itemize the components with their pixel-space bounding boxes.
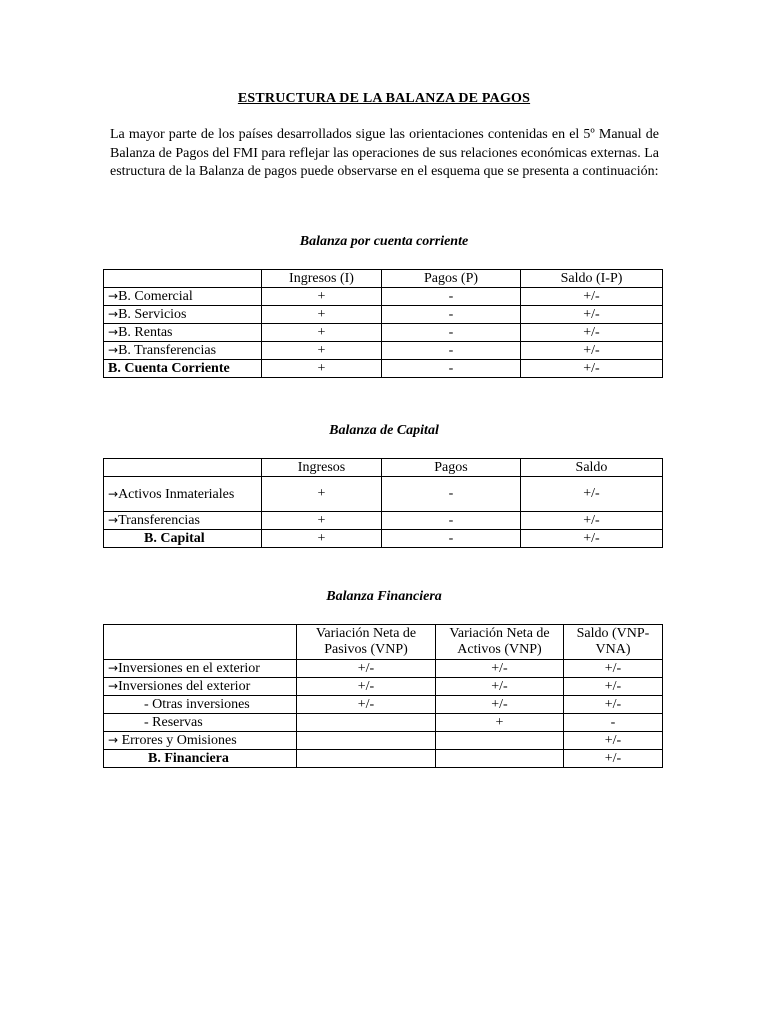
right-arrow-icon: → xyxy=(108,733,119,747)
header-cell: Saldo (I-P) xyxy=(521,270,663,288)
cell-value: +/- xyxy=(521,360,663,378)
right-arrow-icon: → xyxy=(108,661,119,675)
header-cell xyxy=(104,270,262,288)
cell-value: +/- xyxy=(521,306,663,324)
table-cuenta-corriente xyxy=(103,269,663,378)
table-row xyxy=(104,732,663,750)
cell-value: +/- xyxy=(521,288,663,306)
cell-value xyxy=(436,732,564,750)
cell-value: - xyxy=(382,530,521,548)
table-row xyxy=(104,660,663,678)
cell-value: - xyxy=(382,477,521,512)
cell-value: - xyxy=(382,360,521,378)
cell-value: +/- xyxy=(297,660,436,678)
cell-value: +/- xyxy=(521,477,663,512)
table-header-row xyxy=(104,459,663,477)
cell-value: + xyxy=(262,324,382,342)
row-label-text: Activos Inmateriales xyxy=(118,486,235,502)
row-label xyxy=(104,678,297,696)
header-cell: Pagos (P) xyxy=(382,270,521,288)
row-label-text: B. Transferencias xyxy=(118,343,217,358)
section-title-cuenta-corriente: Balanza por cuenta corriente xyxy=(299,234,469,249)
row-label xyxy=(104,477,262,512)
cell-value: +/- xyxy=(436,696,564,714)
cell-value xyxy=(297,750,436,768)
header-cell: Pagos xyxy=(382,459,521,477)
section-title-financiera: Balanza Financiera xyxy=(326,589,442,604)
row-label: B. Capital xyxy=(104,530,262,548)
section-title-capital: Balanza de Capital xyxy=(329,423,439,438)
row-label xyxy=(104,306,262,324)
table-total-row xyxy=(104,750,663,768)
cell-value: +/- xyxy=(521,324,663,342)
right-arrow-icon: → xyxy=(108,679,119,693)
header-cell: Variación Neta de Activos (VNP) xyxy=(436,625,564,660)
table-financiera xyxy=(103,624,663,768)
cell-value: + xyxy=(436,714,564,732)
cell-value: +/- xyxy=(564,750,663,768)
header-cell xyxy=(104,625,297,660)
cell-value xyxy=(297,732,436,750)
row-label xyxy=(104,732,297,750)
right-arrow-icon: → xyxy=(108,513,119,527)
table-row xyxy=(104,342,663,360)
table-row xyxy=(104,678,663,696)
cell-value: +/- xyxy=(521,512,663,530)
cell-value: + xyxy=(262,530,382,548)
cell-value: +/- xyxy=(297,696,436,714)
cell-value: - xyxy=(564,714,663,732)
table-header-row xyxy=(104,270,663,288)
header-cell: Saldo xyxy=(521,459,663,477)
table-row xyxy=(104,288,663,306)
cell-value: - xyxy=(382,324,521,342)
header-cell: Saldo (VNP-VNA) xyxy=(564,625,663,660)
row-label xyxy=(104,660,297,678)
row-label: B. Financiera xyxy=(104,750,297,768)
intro-paragraph: La mayor parte de los países desarrollados sigue las orientaciones contenidas en el 5º Manual de Balanza de Pagos del FMI para reflejar las operaciones de sus relaciones económicas externas. La estructura de la Balanza de pagos puede observarse en el esquema que se presenta a continuación: xyxy=(110,127,659,179)
header-cell: Variación Neta de Pasivos (VNP) xyxy=(297,625,436,660)
right-arrow-icon: → xyxy=(108,343,119,357)
right-arrow-icon: → xyxy=(108,486,119,501)
cell-value: + xyxy=(262,342,382,360)
table-header-row xyxy=(104,625,663,660)
cell-value: - xyxy=(382,288,521,306)
cell-value: +/- xyxy=(436,678,564,696)
header-cell: Ingresos (I) xyxy=(262,270,382,288)
table-total-row xyxy=(104,530,663,548)
document-title: ESTRUCTURA DE LA BALANZA DE PAGOS xyxy=(237,91,531,106)
table-row xyxy=(104,696,663,714)
right-arrow-icon: → xyxy=(108,325,119,339)
row-label xyxy=(104,288,262,306)
row-label xyxy=(104,512,262,530)
table-total-row xyxy=(104,360,663,378)
table-capital xyxy=(103,458,663,548)
row-label xyxy=(104,342,262,360)
cell-value: +/- xyxy=(297,678,436,696)
header-cell: Ingresos xyxy=(262,459,382,477)
cell-value: +/- xyxy=(564,678,663,696)
cell-value: + xyxy=(262,288,382,306)
cell-value xyxy=(297,714,436,732)
cell-value: +/- xyxy=(564,732,663,750)
row-label-text: Errores y Omisiones xyxy=(118,733,237,748)
row-label: B. Cuenta Corriente xyxy=(104,360,262,378)
table-row xyxy=(104,306,663,324)
table-row xyxy=(104,477,663,512)
row-label-text: Inversiones del exterior xyxy=(118,679,251,694)
cell-value: +/- xyxy=(564,660,663,678)
cell-value: + xyxy=(262,477,382,512)
cell-value: +/- xyxy=(521,530,663,548)
table-row xyxy=(104,512,663,530)
header-cell xyxy=(104,459,262,477)
cell-value: +/- xyxy=(436,660,564,678)
right-arrow-icon: → xyxy=(108,307,119,321)
row-label-text: B. Servicios xyxy=(118,307,187,322)
right-arrow-icon: → xyxy=(108,289,119,303)
row-label-text: B. Comercial xyxy=(118,289,193,304)
table-row xyxy=(104,714,663,732)
cell-value: +/- xyxy=(564,696,663,714)
table-row xyxy=(104,324,663,342)
cell-value: - xyxy=(382,306,521,324)
row-label: - Reservas xyxy=(104,714,297,732)
row-label xyxy=(104,324,262,342)
cell-value: - xyxy=(382,342,521,360)
row-label-text: Transferencias xyxy=(118,513,200,528)
cell-value: +/- xyxy=(521,342,663,360)
cell-value: - xyxy=(382,512,521,530)
row-label-text: B. Rentas xyxy=(118,325,173,340)
row-label-text: Inversiones en el exterior xyxy=(118,661,260,676)
row-label: - Otras inversiones xyxy=(104,696,297,714)
cell-value: + xyxy=(262,360,382,378)
cell-value: + xyxy=(262,306,382,324)
cell-value xyxy=(436,750,564,768)
cell-value: + xyxy=(262,512,382,530)
